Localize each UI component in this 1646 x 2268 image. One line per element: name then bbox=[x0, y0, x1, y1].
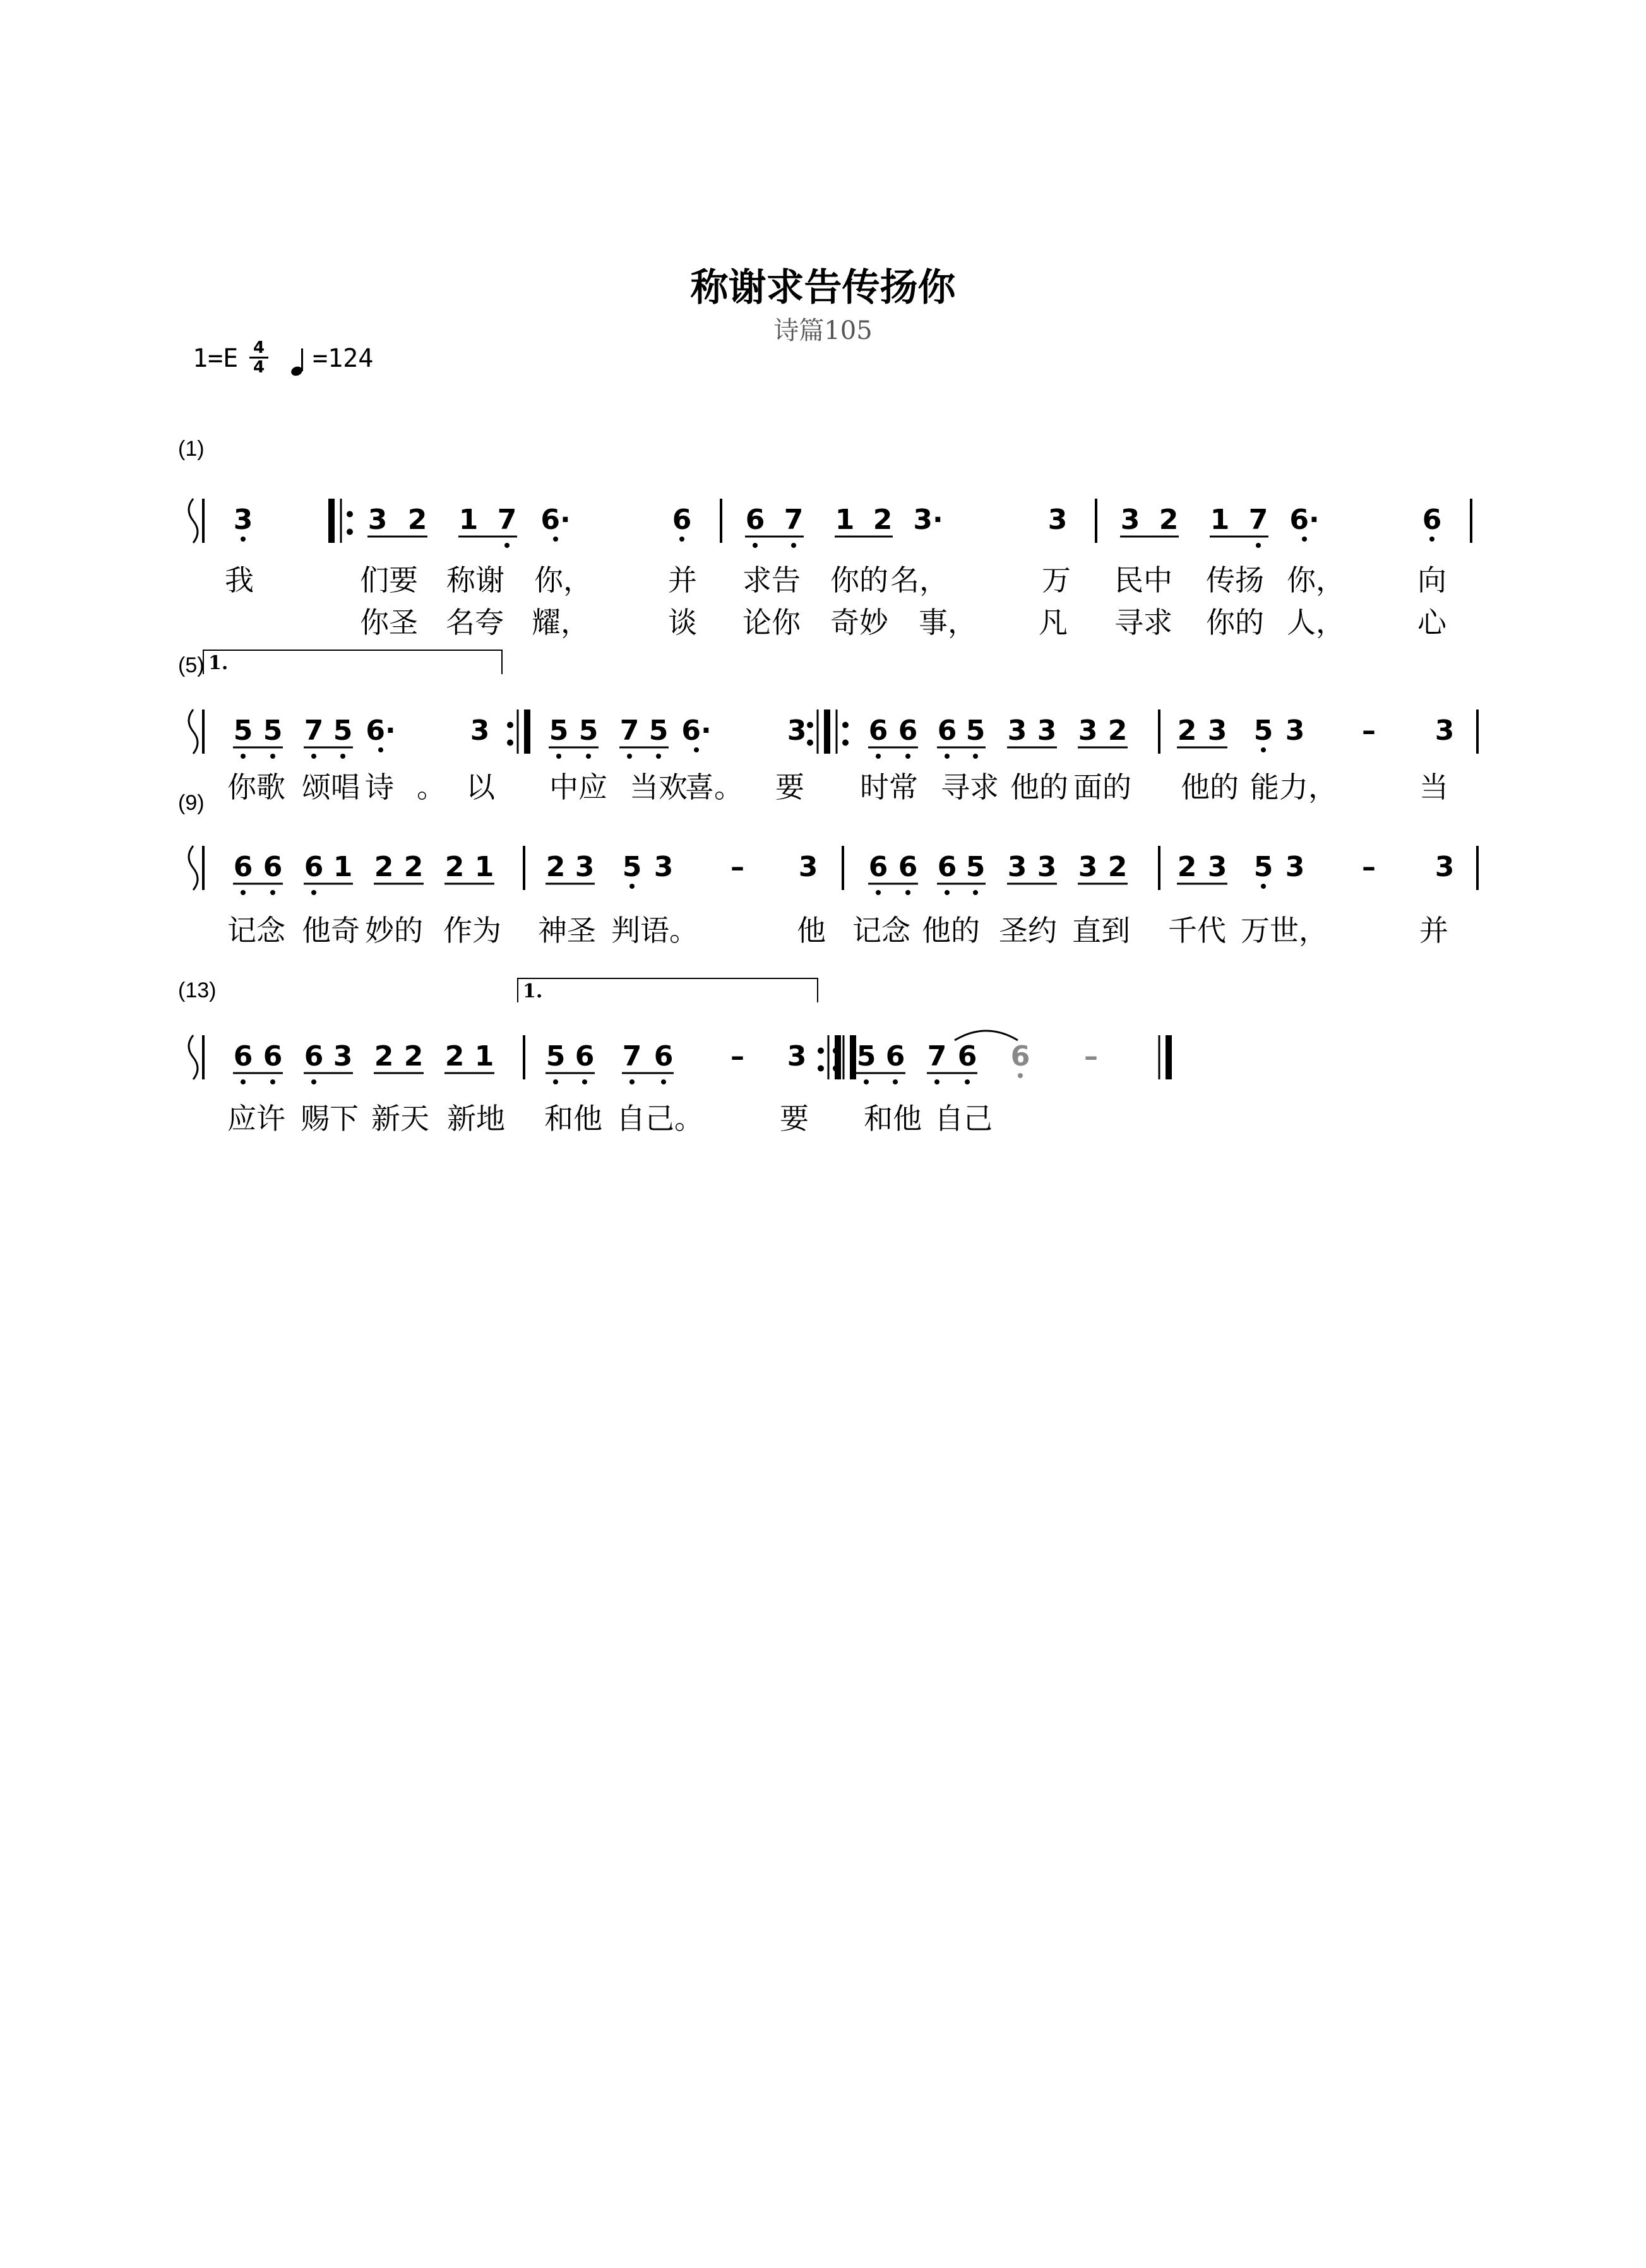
note: 5 bbox=[333, 715, 353, 747]
repeat-dot bbox=[833, 1048, 839, 1054]
note: 3 bbox=[1007, 715, 1027, 747]
octave-dot-below bbox=[270, 1079, 275, 1084]
note: 6 bbox=[898, 851, 918, 883]
octave-dot-below bbox=[586, 754, 591, 759]
note: 6 bbox=[233, 1040, 253, 1072]
note: 2 bbox=[403, 1040, 424, 1072]
lyric-verse1: 他的 bbox=[922, 913, 980, 947]
note: 3 bbox=[653, 851, 674, 883]
key-signature: 1=E bbox=[193, 344, 239, 373]
octave-dot-below bbox=[270, 754, 275, 759]
lyric-verse2: 耀， bbox=[532, 605, 590, 639]
repeat-dot bbox=[347, 511, 353, 518]
note: 3 bbox=[1078, 851, 1098, 883]
lyric-verse1: 自己 bbox=[934, 1101, 993, 1136]
repeat-start-thick bbox=[328, 499, 335, 543]
note: 6 bbox=[898, 715, 918, 747]
note: 6 bbox=[672, 504, 692, 536]
octave-dot-below bbox=[864, 1079, 869, 1084]
octave-dot-below bbox=[753, 543, 758, 548]
repeat-thick bbox=[824, 709, 830, 754]
repeat-dot bbox=[347, 529, 353, 535]
note: 7 bbox=[622, 1040, 642, 1072]
note: 5 bbox=[549, 715, 569, 747]
lyric-verse1: 面的 bbox=[1073, 770, 1131, 804]
octave-dot-below bbox=[893, 1079, 898, 1084]
octave-dot-below bbox=[241, 1079, 246, 1084]
brace-icon bbox=[189, 846, 198, 890]
time-signature-bottom: 4 bbox=[249, 357, 268, 376]
octave-dot-below bbox=[661, 1079, 666, 1084]
note: 2 bbox=[407, 504, 427, 536]
note: 7 bbox=[1248, 504, 1268, 536]
repeat-dot bbox=[833, 1066, 839, 1072]
repeat-dot bbox=[807, 722, 813, 728]
lyric-verse1: 当欢 bbox=[629, 770, 688, 804]
note: 5 bbox=[1253, 851, 1273, 883]
lyric-verse1: 以 bbox=[466, 770, 495, 804]
repeat-dot bbox=[507, 740, 513, 746]
lyric-verse2: 谈 bbox=[668, 605, 697, 639]
note: 2 bbox=[403, 851, 424, 883]
lyric-verse1: 应许 bbox=[227, 1101, 285, 1136]
note: 3 bbox=[1434, 715, 1455, 747]
lyric-verse2: 人， bbox=[1287, 605, 1345, 639]
lyric-verse1: 神圣 bbox=[538, 913, 596, 947]
lyric-verse1: 他奇 bbox=[302, 913, 360, 947]
lyric-verse1: 求告 bbox=[742, 563, 801, 597]
note: 2 bbox=[1107, 715, 1128, 747]
lyric-verse2: 名夸 bbox=[446, 605, 504, 639]
lyric-verse1: 能力， bbox=[1250, 770, 1337, 804]
lyric-verse1: 你歌 bbox=[227, 770, 285, 804]
octave-dot-below bbox=[241, 537, 246, 542]
brace-icon bbox=[189, 499, 198, 543]
lyric-verse2: 凡 bbox=[1039, 605, 1068, 639]
note: 7 bbox=[927, 1040, 947, 1072]
lyric-verse1: 民中 bbox=[1114, 563, 1172, 597]
note: 5 bbox=[1253, 715, 1273, 747]
lyric-verse1: 向 bbox=[1417, 563, 1446, 597]
note: 3 bbox=[1207, 715, 1227, 747]
note: 2 bbox=[1177, 851, 1197, 883]
note: 1 bbox=[474, 851, 494, 883]
note: – bbox=[1362, 851, 1376, 883]
score-title: 称谢求告传扬你 bbox=[690, 266, 956, 310]
lyric-verse1: 并 bbox=[668, 563, 697, 597]
note: 3 bbox=[1285, 851, 1305, 883]
octave-dot-below bbox=[340, 754, 345, 759]
lyric-verse1: 和他 bbox=[544, 1101, 602, 1136]
measure-number: (9) bbox=[178, 791, 205, 815]
note: 6 bbox=[233, 851, 253, 883]
note: 3 bbox=[367, 504, 388, 536]
final-barline-thick bbox=[1166, 1035, 1172, 1079]
octave-dot-below bbox=[241, 754, 246, 759]
note: 5 bbox=[546, 1040, 566, 1072]
lyric-verse1: 直到 bbox=[1072, 913, 1130, 947]
lyric-verse2: 论你 bbox=[742, 605, 801, 639]
octave-dot-below bbox=[553, 1079, 558, 1084]
note: 6 bbox=[653, 1040, 674, 1072]
note: 6 bbox=[868, 851, 888, 883]
octave-dot-below bbox=[556, 754, 561, 759]
tie-arc bbox=[955, 1031, 1018, 1040]
lyric-verse1: 称谢 bbox=[446, 563, 504, 597]
lyric-verse2: 事， bbox=[919, 605, 977, 639]
note: 5 bbox=[578, 715, 599, 747]
note: – bbox=[1362, 715, 1376, 747]
note: 6 bbox=[868, 715, 888, 747]
tempo-marking: =124 bbox=[313, 344, 374, 373]
octave-dot-below bbox=[311, 754, 316, 759]
lyric-verse1: 自己。 bbox=[616, 1101, 703, 1136]
note: 2 bbox=[444, 1040, 465, 1072]
repeat-end-thick bbox=[850, 1035, 856, 1079]
note: 7 bbox=[784, 504, 804, 536]
octave-dot-below bbox=[694, 747, 699, 752]
note: 5 bbox=[965, 715, 986, 747]
note: 2 bbox=[546, 851, 566, 883]
lyric-verse1: 你的 bbox=[830, 563, 888, 597]
octave-dot-below bbox=[1256, 543, 1261, 548]
note: 3 bbox=[787, 1040, 807, 1072]
lyric-verse2: 寻求 bbox=[1114, 605, 1172, 639]
octave-dot-below bbox=[679, 537, 684, 542]
lyric-verse1: 传扬 bbox=[1206, 563, 1264, 597]
lyric-verse1: 你， bbox=[1287, 563, 1345, 597]
note: 5 bbox=[965, 851, 986, 883]
score-subtitle: 诗篇105 bbox=[773, 316, 873, 345]
repeat-dot bbox=[818, 1066, 824, 1072]
note: 3 bbox=[470, 715, 490, 747]
note: 3 bbox=[1007, 851, 1027, 883]
lyric-verse1: 寻求 bbox=[941, 770, 999, 804]
repeat-dot bbox=[842, 722, 849, 728]
octave-dot-below bbox=[1018, 1073, 1023, 1078]
note: 3 bbox=[1047, 504, 1068, 536]
measure-number: (5) bbox=[178, 653, 205, 677]
octave-dot-below bbox=[973, 754, 978, 759]
lyric-verse1: 判语。 bbox=[611, 913, 698, 947]
lyric-verse1: 要 bbox=[775, 770, 804, 804]
octave-dot-below bbox=[629, 1079, 635, 1084]
note: 2 bbox=[1177, 715, 1197, 747]
brace-icon bbox=[189, 709, 198, 754]
lyric-verse1: 。 bbox=[417, 770, 446, 804]
note: 3· bbox=[913, 504, 943, 536]
octave-dot-below bbox=[1261, 747, 1266, 752]
lyric-verse1: 诗 bbox=[365, 770, 394, 804]
measure-number: (1) bbox=[178, 437, 205, 461]
octave-dot-below bbox=[973, 890, 978, 895]
octave-dot-below bbox=[656, 754, 661, 759]
lyric-verse1: 他 bbox=[797, 913, 826, 947]
note: 2 bbox=[1159, 504, 1179, 536]
note: 1 bbox=[474, 1040, 494, 1072]
lyric-verse1: 喜。 bbox=[685, 770, 743, 804]
note: 5 bbox=[856, 1040, 876, 1072]
note: 3 bbox=[1120, 504, 1140, 536]
note: 3 bbox=[787, 715, 807, 747]
note: 6· bbox=[540, 504, 571, 536]
octave-dot-below bbox=[582, 1079, 587, 1084]
note: 3 bbox=[1207, 851, 1227, 883]
octave-dot-below bbox=[1261, 884, 1266, 889]
lyric-verse1: 我 bbox=[225, 563, 254, 597]
note: 6· bbox=[1289, 504, 1320, 536]
note: 3 bbox=[1037, 715, 1057, 747]
lyric-verse1: 你， bbox=[534, 563, 592, 597]
note: 6 bbox=[937, 851, 957, 883]
octave-dot-below bbox=[627, 754, 632, 759]
octave-dot-below bbox=[876, 754, 881, 759]
note: 7 bbox=[619, 715, 640, 747]
repeat-dot bbox=[818, 1048, 824, 1054]
lyric-verse1: 赐下 bbox=[301, 1101, 359, 1136]
lyric-verse1: 他的 bbox=[1181, 770, 1239, 804]
octave-dot-below bbox=[311, 890, 316, 895]
note: 6 bbox=[575, 1040, 595, 1072]
repeat-dot bbox=[807, 740, 813, 746]
lyric-verse1: 万 bbox=[1042, 563, 1071, 597]
lyric-verse1: 圣约 bbox=[999, 913, 1057, 947]
note: 3 bbox=[798, 851, 818, 883]
lyric-verse1: 们要 bbox=[360, 563, 418, 597]
lyric-verse1: 记念 bbox=[227, 913, 285, 947]
octave-dot-below bbox=[241, 890, 246, 895]
lyric-verse1: 当 bbox=[1419, 770, 1448, 804]
octave-dot-below bbox=[945, 890, 950, 895]
note: 1 bbox=[835, 504, 855, 536]
volta-label: 1. bbox=[208, 652, 229, 674]
repeat-dot bbox=[842, 740, 849, 746]
note: 6 bbox=[304, 851, 324, 883]
octave-dot-below bbox=[311, 1079, 316, 1084]
note: 3 bbox=[233, 504, 253, 536]
measure-number: (13) bbox=[178, 978, 217, 1002]
note: 2 bbox=[873, 504, 893, 536]
octave-dot-below bbox=[965, 1079, 970, 1084]
note: 5 bbox=[233, 715, 253, 747]
note: 2 bbox=[1107, 851, 1128, 883]
note: 3 bbox=[575, 851, 595, 883]
note: 5 bbox=[263, 715, 283, 747]
note: 1 bbox=[1210, 504, 1230, 536]
lyric-verse1: 新天 bbox=[371, 1101, 429, 1136]
note: – bbox=[1084, 1040, 1098, 1072]
octave-dot-below bbox=[629, 884, 635, 889]
note: 6 bbox=[937, 715, 957, 747]
octave-dot-below bbox=[553, 537, 558, 542]
lyric-verse1: 记念 bbox=[852, 913, 910, 947]
note: 7 bbox=[497, 504, 517, 536]
lyric-verse1: 他的 bbox=[1010, 770, 1068, 804]
note: 2 bbox=[374, 851, 394, 883]
note: 3 bbox=[1078, 715, 1098, 747]
octave-dot-below bbox=[504, 543, 510, 548]
octave-dot-below bbox=[270, 890, 275, 895]
lyric-verse1: 颂唱 bbox=[302, 770, 360, 804]
note: 3 bbox=[1037, 851, 1057, 883]
note: 2 bbox=[444, 851, 465, 883]
octave-dot-below bbox=[1302, 537, 1307, 542]
octave-dot-below bbox=[876, 890, 881, 895]
note: 6· bbox=[366, 715, 396, 747]
lyric-verse2: 你的 bbox=[1206, 605, 1264, 639]
note: 6· bbox=[681, 715, 712, 747]
lyric-verse2: 奇妙 bbox=[830, 605, 888, 639]
lyric-verse1: 万世， bbox=[1241, 913, 1328, 947]
note: 3 bbox=[1434, 851, 1455, 883]
note: 6 bbox=[1010, 1040, 1030, 1072]
volta-label: 1. bbox=[523, 980, 543, 1002]
note: 6 bbox=[957, 1040, 977, 1072]
note: 1 bbox=[333, 851, 353, 883]
lyric-verse1: 中应 bbox=[549, 770, 607, 804]
note: 5 bbox=[622, 851, 642, 883]
note: 6 bbox=[304, 1040, 324, 1072]
lyric-verse2: 心 bbox=[1417, 605, 1446, 639]
lyric-verse1: 和他 bbox=[864, 1101, 922, 1136]
note: 5 bbox=[648, 715, 669, 747]
note: 3 bbox=[333, 1040, 353, 1072]
lyric-verse1: 时常 bbox=[860, 770, 918, 804]
volta-bracket bbox=[518, 978, 818, 1002]
note: 7 bbox=[304, 715, 324, 747]
brace-icon bbox=[189, 1035, 198, 1079]
lyric-verse1: 妙的 bbox=[365, 913, 423, 947]
note: 2 bbox=[374, 1040, 394, 1072]
note: 6 bbox=[1422, 504, 1442, 536]
repeat-end-thick bbox=[524, 709, 530, 754]
time-signature-top: 4 bbox=[253, 338, 265, 357]
lyric-verse1: 新地 bbox=[447, 1101, 505, 1136]
note: 3 bbox=[1285, 715, 1305, 747]
octave-dot-below bbox=[1429, 537, 1434, 542]
lyric-verse1: 千代 bbox=[1168, 913, 1226, 947]
octave-dot-below bbox=[905, 890, 910, 895]
repeat-end-thick bbox=[835, 1035, 841, 1079]
octave-dot-below bbox=[378, 747, 383, 752]
note: 1 bbox=[458, 504, 479, 536]
octave-dot-below bbox=[905, 754, 910, 759]
note: 6 bbox=[885, 1040, 905, 1072]
note: 6 bbox=[745, 504, 765, 536]
octave-dot-below bbox=[791, 543, 796, 548]
octave-dot-below bbox=[945, 754, 950, 759]
lyric-verse2: 你圣 bbox=[360, 605, 418, 639]
note: – bbox=[731, 1040, 744, 1072]
octave-dot-below bbox=[934, 1079, 939, 1084]
lyric-verse1: 并 bbox=[1419, 913, 1448, 947]
note: – bbox=[731, 851, 744, 883]
note: 6 bbox=[263, 1040, 283, 1072]
lyric-verse1: 作为 bbox=[443, 913, 501, 947]
lyric-verse1: 要 bbox=[780, 1101, 809, 1136]
note: 6 bbox=[263, 851, 283, 883]
volta-bracket bbox=[203, 650, 502, 674]
repeat-dot bbox=[507, 722, 513, 728]
lyric-verse1: 名， bbox=[890, 563, 948, 597]
